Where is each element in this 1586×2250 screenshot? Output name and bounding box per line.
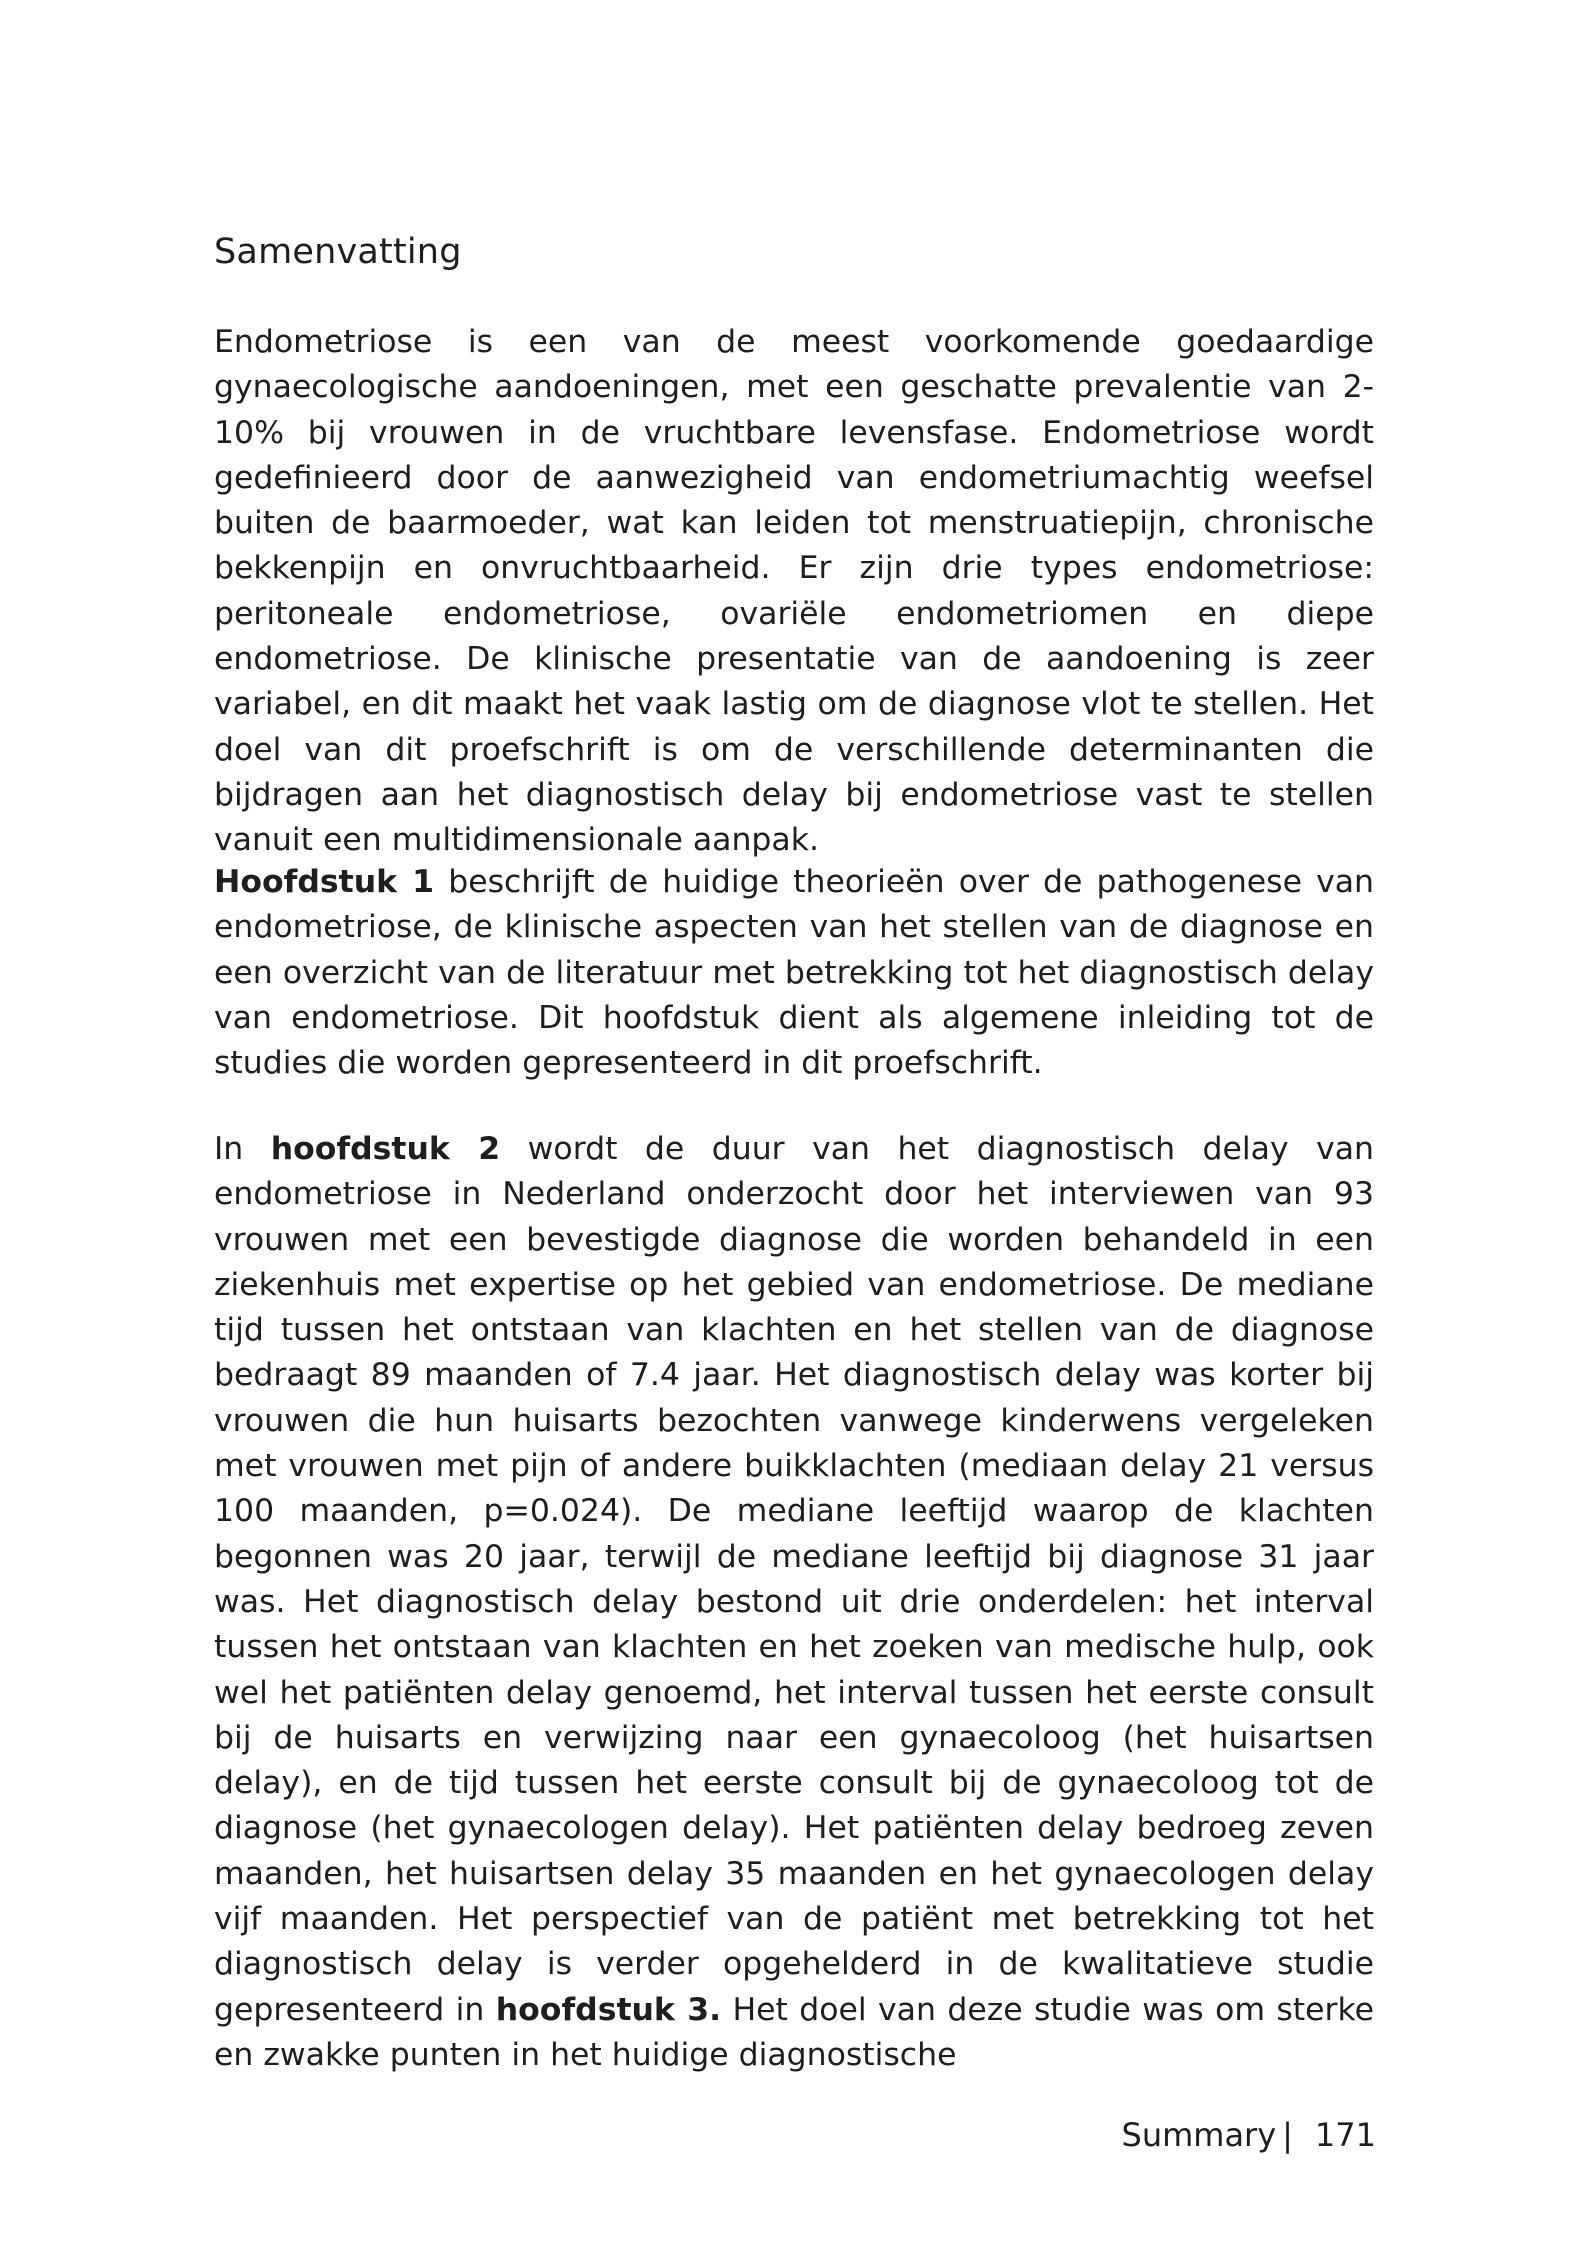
section-heading: Samenvatting (214, 232, 462, 272)
chapter-3-reference: hoofdstuk 3. (495, 1991, 722, 2028)
page-footer (1122, 2116, 1377, 2154)
paragraph-chapter-1-text: beschrijft de huidige theorieën over de pathogenese van endometriose, de klinische aspecten van het stellen van de diagnose en een overzicht van de literatuur met betrekking tot het diagnostisch delay van endometriose. Dit hoofdstuk dient als algemene inleiding tot de studies die worden gepresenteerd in dit proefschrift. (214, 864, 1374, 1082)
paragraph-chapter-1 (214, 860, 1374, 1086)
paragraph-chapter-2-text: wordt de duur van het diagnostisch delay van endometriose in Nederland onderzocht door het interviewen van 93 vrouwen met een bevestigde diagnose die worden behandeld in een ziekenhuis met expertise op het gebied van endometriose. De mediane tijd tussen het ontstaan van klachten en het stellen van de diagnose bedraagt 89 maanden of 7.4 jaar. Het diagnostisch delay was korter bij vrouwen die hun huisarts bezochten vanwege kinderwens vergeleken met vrouwen met pijn of andere buikklachten (mediaan delay 21 versus 100 maanden, p=0.024). De mediane leeftijd waarop de klachten begonnen was 20 jaar, terwijl de mediane leeftijd bij diagnose 31 jaar was. Het diagnostisch delay bestond uit drie onderdelen: het interval tussen het ontstaan van klachten en het zoeken van medische hulp, ook wel het patiënten delay genoemd, het interval tussen het eerste consult bij de huisarts en verwijzing naar een gynaecoloog (het huisartsen delay), en de tijd tussen het eerste consult bij de gynaecoloog tot de diagnose (het gynaecologen delay). Het patiënten delay bedroeg zeven maanden, het huisartsen delay 35 maanden en het gynaecologen delay vijf maanden. Het perspectief van de patiënt met betrekking tot het diagnostisch delay is verder opgehelderd in de kwalitatieve studie gepresenteerd in (214, 1131, 1374, 2028)
paragraph-chapter-3-text: Het doel van deze studie was om sterke en zwakke punten in het huidige diagnostische (214, 1991, 1374, 2073)
paragraph-chapter-2-lead: In (214, 1131, 271, 1167)
footer-separator: | (1282, 2116, 1293, 2154)
chapter-2-reference: hoofdstuk 2 (270, 1131, 501, 1167)
chapter-1-reference: Hoofdstuk 1 (214, 864, 435, 900)
footer-section-label: Summary (1121, 2116, 1277, 2154)
paragraph-chapter-2 (214, 1127, 1374, 2078)
page-number: 171 (1314, 2116, 1376, 2154)
paragraph-intro: Endometriose is een van de meest voorkomende goedaardige gynaecologische aandoeningen, met een geschatte prevalentie van 2-10% bij vrouwen in de vruchtbare levensfase. Endometriose wordt gedefinieerd door de aanwezigheid van endometriumachtig weefsel buiten de baarmoeder, wat kan leiden tot menstruatiepijn, chronische bekkenpijn en onvruchtbaarheid. Er zijn drie types endometriose: peritoneale endometriose, ovariële endometriomen en diepe endometriose. De klinische presentatie van de aandoening is zeer variabel, en dit maakt het vaak lastig om de diagnose vlot te stellen. Het doel van dit proefschrift is om de verschillende determinanten die bijdragen aan het diagnostisch delay bij endometriose vast te stellen vanuit een multidimensionale aanpak. (214, 324, 1374, 859)
